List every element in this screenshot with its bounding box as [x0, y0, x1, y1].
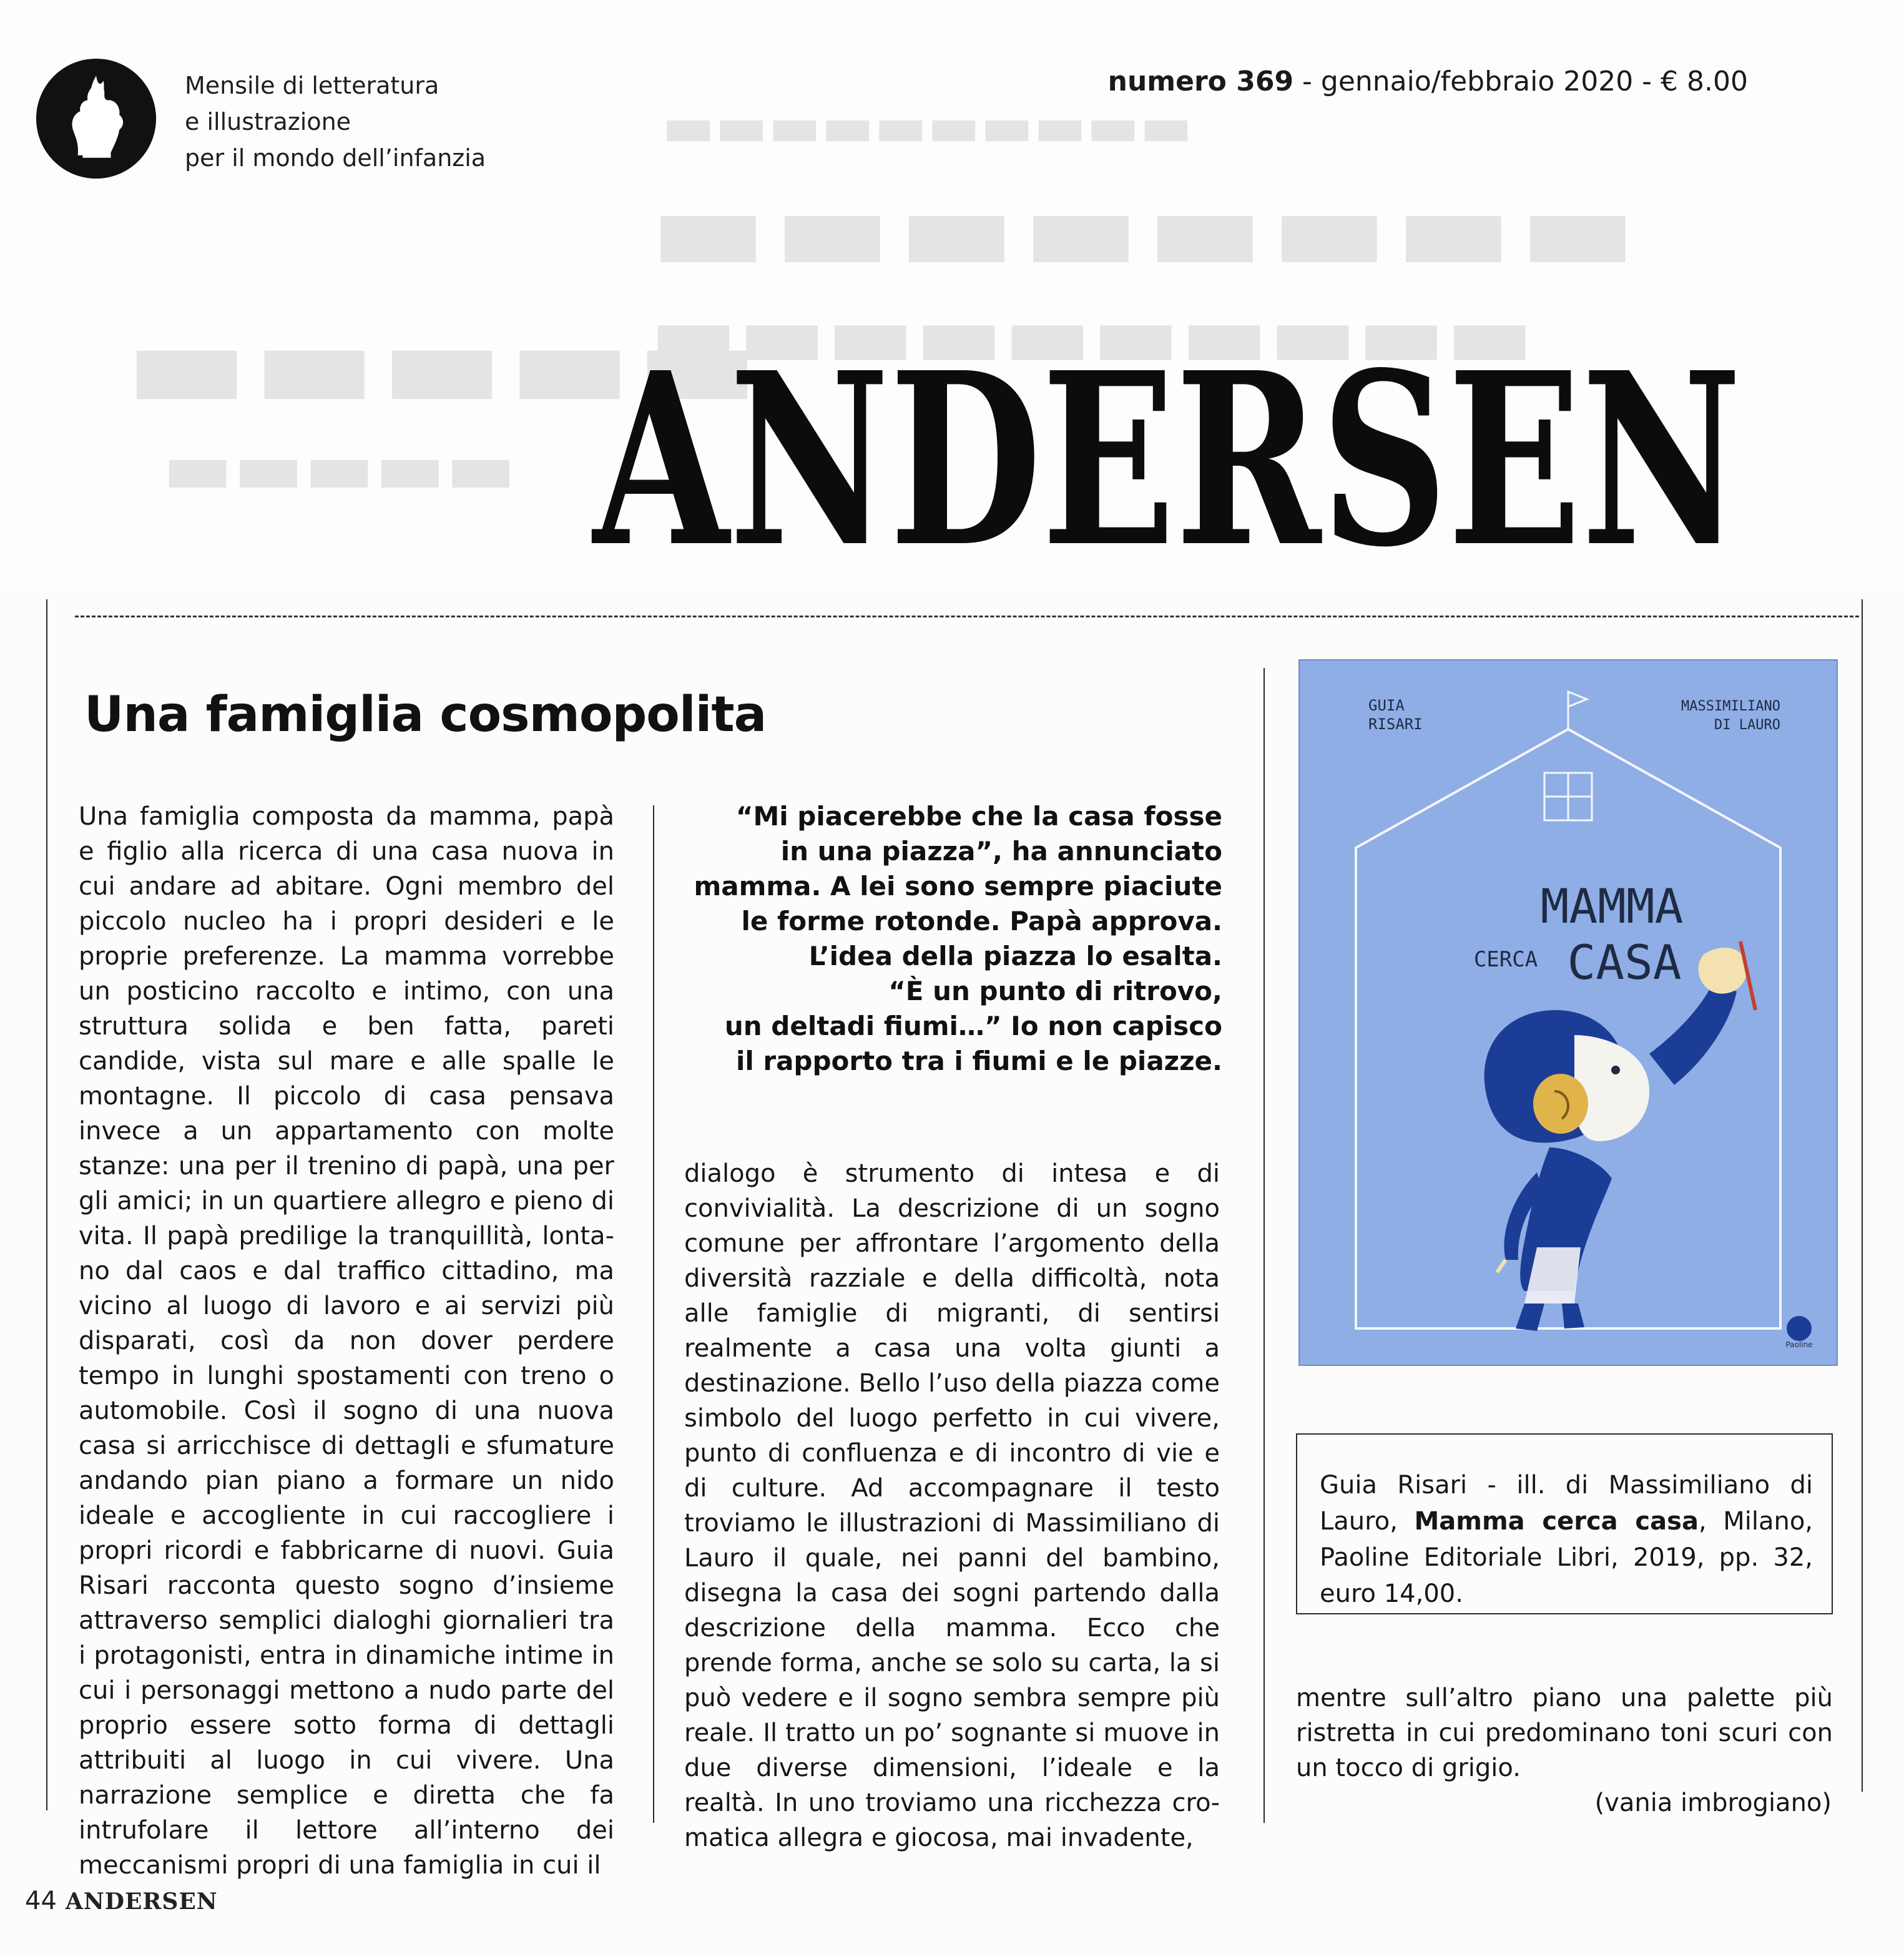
show-through-mark: ▬▬▬▬▬▬▬▬▬▬ [662, 94, 1193, 159]
show-through-mark: ▬▬▬▬▬ [162, 425, 516, 511]
author-signature: (vania imbrogiano) [1594, 1789, 1832, 1817]
book-cover-illustration [1300, 660, 1837, 1365]
show-through-mark: ▬▬▬▬▬▬▬▬▬▬ [649, 281, 1534, 390]
quote-line: il rapporto tra i fiumi e le piazze. [735, 1046, 1222, 1076]
masthead [587, 337, 1748, 574]
page-number: 44 [25, 1887, 57, 1915]
left-margin-rule [46, 599, 47, 1810]
article-body-column-3: mentre sull’altro piano una palette più ristretta in cui predominano toni scuri con un tocco di grigio. [1296, 1684, 1833, 1782]
quote-line: un deltadi fiumi…” Io non capisco [724, 1011, 1222, 1041]
column-divider [653, 805, 654, 1823]
quote-line: mamma. A lei sono sempre piaciute [694, 871, 1222, 901]
page-footer [25, 1887, 218, 1915]
right-margin-rule [1862, 599, 1863, 1792]
child-figure [1484, 941, 1755, 1331]
cover-author: GUIA [1368, 697, 1405, 714]
tagline-line: Mensile di letteratura [185, 72, 439, 99]
cover-illustrator: MASSIMILIANO [1681, 699, 1780, 714]
quote-line: “Mi piacerebbe che la casa fosse [735, 801, 1222, 832]
quote-line: L’idea della piazza lo esalta. [808, 941, 1222, 971]
book-caption [1320, 1467, 1813, 1612]
tagline-line: e illustrazione [185, 108, 351, 135]
tagline-line: per il mondo dell’infanzia [185, 144, 486, 172]
cover-author: RISARI [1368, 715, 1423, 733]
cover-title: MAMMA [1540, 878, 1684, 934]
magazine-tagline [185, 67, 486, 176]
footer-magazine-name: ANDERSEN [65, 1888, 218, 1915]
caption-credits: Guia Risari - ill. di Massimiliano di Lauro, [1320, 1471, 1813, 1536]
column-divider [1264, 668, 1265, 1823]
caption-publication: , Milano, Paoline Editoriale Libri, 2019, pp. 32, euro 14,00. [1320, 1507, 1813, 1608]
publisher-logo-text: Paoline [1785, 1340, 1813, 1349]
cover-title-small: CERCA [1473, 947, 1538, 972]
cover-illustrator: DI LAURO [1714, 717, 1780, 733]
article-body-column-1: Una famiglia composta da mamma, papà e figlio alla ricerca di una casa nuova in cui andare ad abitare. Ogni membro del piccolo nucleo ha i propri desideri e le proprie preferenze. La mamma vorrebbe un posticino raccolto e intimo, con una struttura solida e ben fatta, pareti candide, vista sul mare e alle spalle le montagne. Il piccolo di casa pensava invece a un appartamento con molte stanze: una per il trenino di papà, una per gli amici; in un quartiere allegro e pieno di vita. Il papà predilige la tranquillità, lontano dal caos e dal traffico cittadino, ma vicino al luogo di lavoro e ai servizi più disparati, così da non dover perdere tempo in lunghi spostamenti con treno o automobile. Così il sogno di una nuova casa si arricchisce di dettagli e sfumature andando pian piano a formare un nido ideale e accogliente in cui raccogliere i propri ricordi e fabbricarne di nuovi. Guia Risari racconta questo sogno d’insieme attraverso semplici dialoghi giornalieri tra i protagonisti, entra in dinamiche intime in cui i personaggi mettono a nudo parte del proprio essere sotto forma di dettagli attribuiti al luogo in cui vivere. Una narrazione semplice e diretta che fa intrufolare il lettore all’interno dei meccanismi propri di una famiglia in cui il [79, 802, 614, 1880]
quote-line: “È un punto di ritrovo, [888, 976, 1222, 1006]
masthead-title: ANDERSEN [590, 337, 1742, 574]
issue-number: numero 369 [1107, 66, 1294, 97]
quote-line: in una piazza”, ha annunciato [780, 836, 1222, 867]
show-through-mark: ▬▬▬▬▬▬▬▬ [649, 156, 1643, 302]
cover-title: CASA [1567, 935, 1682, 990]
caption-book-title: Mamma cerca casa [1414, 1507, 1699, 1536]
show-through-mark: ▬▬▬▬▬ [125, 287, 763, 440]
quote-line: le forme rotonde. Papà approva. [741, 906, 1222, 936]
book-caption-box [1296, 1433, 1833, 1614]
article-body-column-2: dialogo è strumento di intesa e di convivialità. La descrizione di un sogno comune per affrontare l’argomento della diversità razziale e della difficoltà, nota alle famiglie di migranti, di sentirsi realmente a casa una volta giunti a destinazione. Bello l’uso della piazza come simbolo del luogo perfetto in cui vivere, punto di confluenza e di incontro di vie e di culture. Ad accompagnare il testo troviamo le illustrazioni di Massimiliano di Lauro il quale, nei panni del bambino, disegna la casa dei sogni partendo dalla descrizione della mamma. Ecco che prende forma, anche se solo su carta, la si può vedere e il sogno sembra sempre più reale. Il tratto un po’ sognante si muove in due diverse dimensioni, l’ideale e la realtà. In uno troviamo una ricchezza cromatica allegra e giocosa, mai invadente, [684, 1159, 1220, 1852]
issue-info [1108, 66, 1748, 97]
book-cover [1298, 659, 1838, 1366]
magazine-logo-icon [35, 57, 157, 180]
article-title: Una famiglia cosmopolita [84, 687, 767, 743]
publisher-logo-icon [1787, 1316, 1812, 1341]
dashed-divider [75, 616, 1859, 617]
issue-date-price: - gennaio/febbraio 2020 - € 8.00 [1293, 66, 1748, 97]
pull-quote [680, 799, 1222, 1079]
